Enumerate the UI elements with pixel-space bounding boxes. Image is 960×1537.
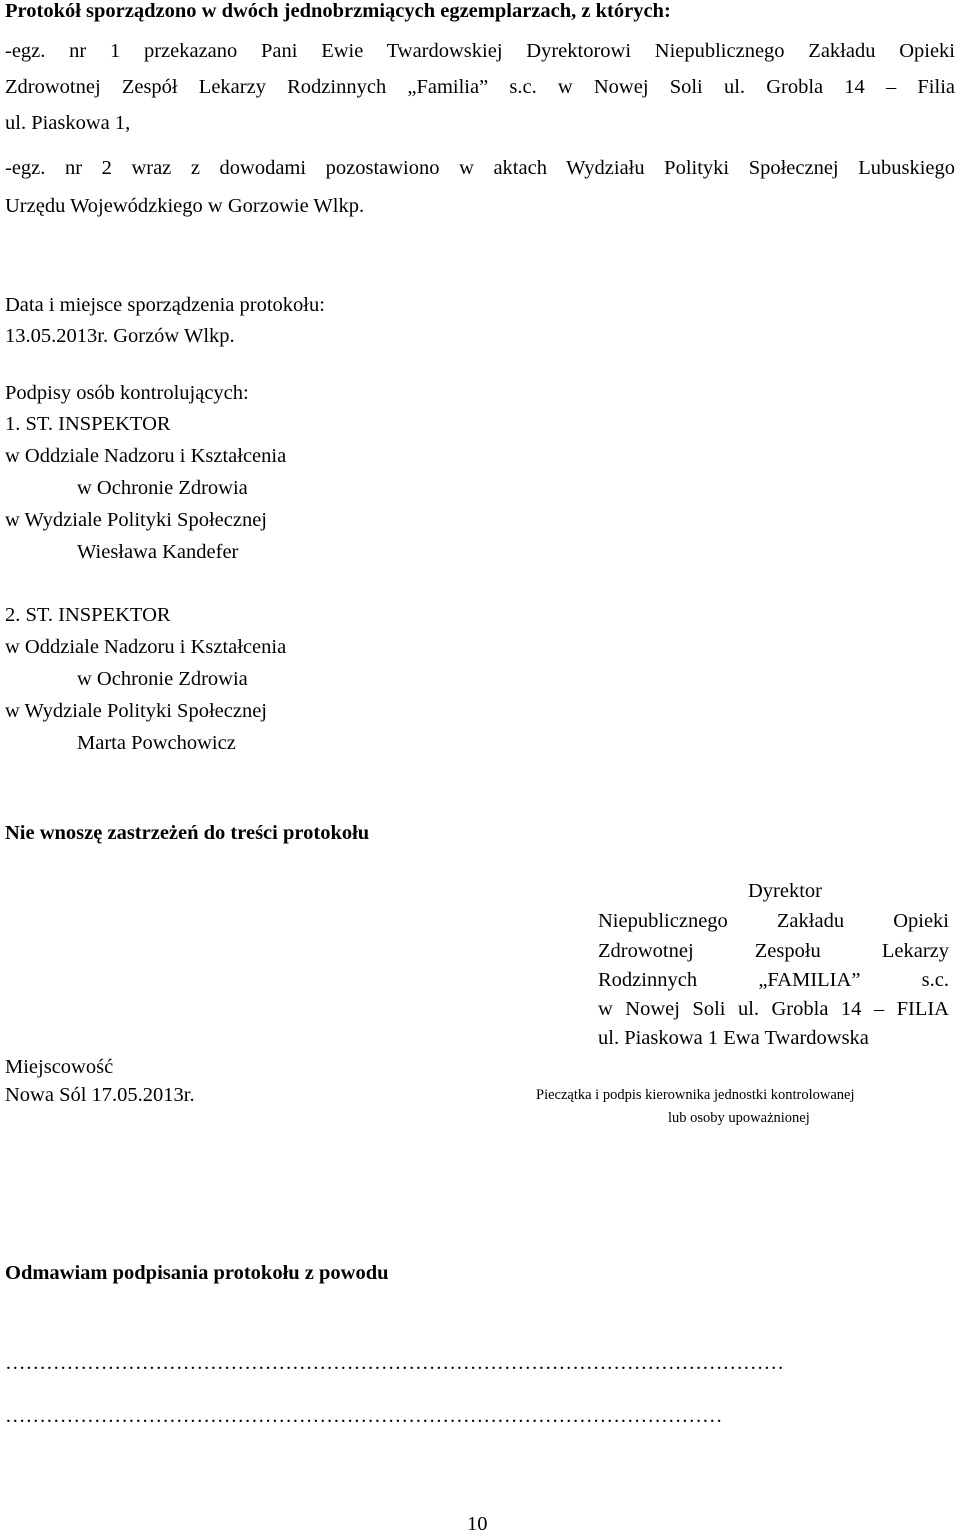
- copy1-line-1: -egz. nr 1 przekazano Pani Ewie Twardowskiej Dyrektorowi Niepublicznego Zakładu Opieki: [5, 40, 955, 62]
- inspector1-dept1: w Oddziale Nadzoru i Kształcenia: [5, 445, 287, 467]
- director-line-2: Zdrowotnej Zespołu Lekarzy: [598, 940, 949, 962]
- copy2-line-2: Urzędu Wojewódzkiego w Gorzowie Wlkp.: [5, 195, 365, 217]
- dotted-line-1: ……………………………………………………………………………………………………: [5, 1352, 784, 1374]
- date-place-value: 13.05.2013r. Gorzów Wlkp.: [5, 325, 235, 347]
- inspector2-dept2: w Ochronie Zdrowia: [77, 668, 248, 690]
- date-place-label: Data i miejsce sporządzenia protokołu:: [5, 294, 325, 316]
- copy1-line-2: Zdrowotnej Zespół Lekarzy Rodzinnych „Familia” s.c. w Nowej Soli ul. Grobla 14 – Filia: [5, 76, 955, 98]
- inspector1-dept2: w Ochronie Zdrowia: [77, 477, 248, 499]
- place-label: Miejscowość: [5, 1056, 114, 1078]
- page-number: 10: [467, 1513, 488, 1535]
- refusal-heading: Odmawiam podpisania protokołu z powodu: [5, 1262, 389, 1284]
- inspector2-dept1: w Oddziale Nadzoru i Kształcenia: [5, 636, 287, 658]
- director-line-5: ul. Piaskowa 1 Ewa Twardowska: [598, 1027, 869, 1049]
- director-title: Dyrektor: [748, 880, 823, 902]
- inspector2-dept3: w Wydziale Polityki Społecznej: [5, 700, 267, 722]
- stamp-caption-line-1: Pieczątka i podpis kierownika jednostki kontrolowanej: [536, 1087, 855, 1103]
- heading: Protokół sporządzono w dwóch jednobrzmiących egzemplarzach, z których:: [5, 0, 671, 22]
- inspector1-name: Wiesława Kandefer: [77, 541, 239, 563]
- inspector1-dept3: w Wydziale Polityki Społecznej: [5, 509, 267, 531]
- stamp-caption-line-2: lub osoby upoważnionej: [668, 1110, 810, 1126]
- no-objections-heading: Nie wnoszę zastrzeżeń do treści protokołu: [5, 822, 370, 844]
- dotted-line-2: ……………………………………………………………………………………………: [5, 1405, 723, 1427]
- inspector2-name: Marta Powchowicz: [77, 732, 236, 754]
- place-value: Nowa Sól 17.05.2013r.: [5, 1084, 195, 1106]
- inspector1-title: 1. ST. INSPEKTOR: [5, 413, 171, 435]
- copy2-line-1: -egz. nr 2 wraz z dowodami pozostawiono w aktach Wydziału Polityki Społecznej Lubuskiego: [5, 157, 955, 179]
- director-line-1: Niepublicznego Zakładu Opieki: [598, 910, 949, 932]
- director-line-4: w Nowej Soli ul. Grobla 14 – FILIA: [598, 998, 949, 1020]
- inspector2-title: 2. ST. INSPEKTOR: [5, 604, 171, 626]
- copy1-line-3: ul. Piaskowa 1,: [5, 112, 131, 134]
- director-line-3: Rodzinnych „FAMILIA” s.c.: [598, 969, 949, 991]
- signatures-label: Podpisy osób kontrolujących:: [5, 382, 249, 404]
